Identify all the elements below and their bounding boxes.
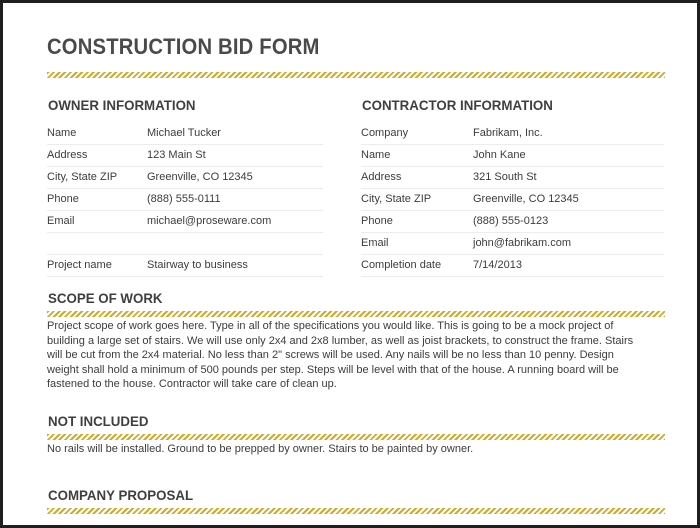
owner-address-value[interactable]: 123 Main St [147,149,206,161]
scope-heading: SCOPE OF WORK [48,290,163,306]
contractor-email-label: Email [361,237,389,249]
proposal-divider [47,508,665,514]
contractor-address-label: Address [361,171,402,183]
scope-line: Project scope of work goes here. Type in all of the specifications you would like. This is going to be a mock project of [47,320,614,332]
owner-email-value[interactable]: michael@proseware.com [147,215,272,227]
not-included-text[interactable]: No rails will be installed. Ground to be prepped by owner. Stairs to be painted by owner. [47,443,474,455]
proposal-heading: COMPANY PROPOSAL [48,487,194,503]
owner-city-row [47,167,323,189]
owner-email-row [47,211,323,233]
contractor-phone-row [361,211,664,233]
contractor-city-value[interactable]: Greenville, CO 12345 [473,193,579,205]
contractor-address-row [361,167,664,189]
owner-email-label: Email [47,215,75,227]
owner-phone-value[interactable]: (888) 555-0111 [147,193,221,205]
owner-heading: OWNER INFORMATION [48,97,196,113]
owner-city-value[interactable]: Greenville, CO 12345 [147,171,253,183]
contractor-city-row [361,189,664,211]
contractor-address-value[interactable]: 321 South St [473,171,537,183]
contractor-name-label: Name [361,149,391,161]
not-included-heading: NOT INCLUDED [48,413,149,429]
owner-name-row [47,123,323,145]
scope-line: building a large set of stairs. We will use only 2x4 and 2x8 lumber, as well as joist brackets, to construct the frame. Stairs [47,334,634,347]
contractor-city-label: City, State ZIP [361,193,432,205]
owner-address-label: Address [47,149,88,161]
title-divider [47,72,665,78]
owner-address-row [47,145,323,167]
owner-phone-label: Phone [47,193,79,205]
owner-name-label: Name [47,127,77,139]
project-name-row [47,255,323,277]
completion-date-label: Completion date [361,259,442,271]
project-name-value[interactable]: Stairway to business [147,259,248,271]
scope-line: weight shall hold a minimum of 500 pounds per step. Steps will be level with that of the house. A running board will be [47,363,619,376]
scope-text[interactable] [47,319,667,392]
owner-name-value[interactable]: Michael Tucker [147,127,221,139]
completion-date-value[interactable]: 7/14/2013 [473,259,522,271]
contractor-company-value[interactable]: Fabrikam, Inc. [473,127,543,139]
scope-line: will be cut from the 2x4 material. No less than 2" screws will be used. Any nails will be no less than 10 penny. Design [47,349,614,362]
contractor-email-row [361,233,664,255]
owner-phone-row [47,189,323,211]
contractor-phone-value[interactable]: (888) 555-0123 [473,215,549,227]
contractor-name-value[interactable]: John Kane [473,149,526,161]
owner-city-label: City, State ZIP [47,171,118,183]
contractor-company-row [361,123,664,145]
scope-line: fastened to the house. Contractor will take care of clean up. [47,378,337,391]
contractor-name-row [361,145,664,167]
owner-blank-row [47,233,323,255]
form-title: CONSTRUCTION BID FORM [47,34,320,59]
scope-divider [47,311,665,317]
not-included-divider [47,434,665,440]
project-name-label: Project name [47,259,112,271]
contractor-company-label: Company [361,127,409,139]
contractor-phone-label: Phone [361,215,393,227]
completion-date-row [361,255,664,277]
contractor-email-value[interactable]: john@fabrikam.com [473,237,571,249]
contractor-heading: CONTRACTOR INFORMATION [362,97,553,113]
